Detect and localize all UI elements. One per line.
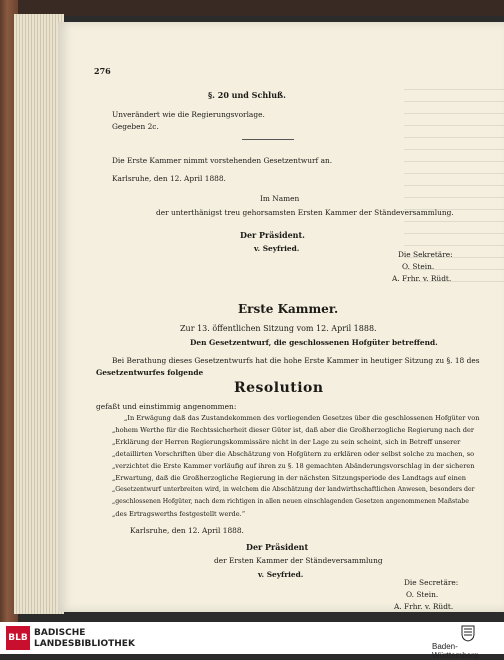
body-line: „verzichtet die Erste Kammer vorläufig auf ihren zu §. 18 gemachten Abänderungsvorschlag in der sicheren [112,462,475,470]
place-date: Karlsruhe, den 12. April 1888. [130,526,244,535]
unanimous-line: gefaßt und einstimmig angenommen: [96,402,237,411]
library-name: LANDESBIBLIOTHEK [34,639,135,649]
session-line: Zur 13. öffentlichen Sitzung vom 12. April 1888. [180,324,377,333]
secretary-name: O. Stein. [402,262,435,271]
chamber-heading: Erste Kammer. [238,302,339,316]
subject-line: Den Gesetzentwurf, die geschlossenen Hofgüter betreffend. [190,338,438,347]
resolution-heading: Resolution [234,380,324,396]
body-line: „Gesetzentwurf unterbreiten wird, in welchem die Abschätzung der landwirthschaftlichen Anwesen, besonders der [112,486,475,493]
unchanged-line: Unverändert wie die Regierungsvorlage. [112,110,265,119]
president-of-line: der Ersten Kammer der Ständeversammlung [214,556,383,565]
deliberation-line: Gesetzentwurfes folgende [96,368,204,377]
secretary-name: O. Stein. [406,590,439,599]
place-date: Karlsruhe, den 12. April 1888. [112,174,226,183]
president-title: Der Präsident. [240,230,305,240]
secretary-name: A. Frhr. v. Rüdt. [394,602,454,611]
document-page [58,22,504,612]
body-line: „des Ertragswerths festgestellt werde.“ [112,510,246,518]
body-line: „Erklärung der Herren Regierungskommissäre nicht in der Lage zu sein scheint, sich in Betreff unserer [112,438,461,446]
adopt-line: Die Erste Kammer nimmt vorstehenden Gesetzentwurf an. [112,156,333,165]
page-stack-edges [14,14,64,614]
obedient-line: der unterthänigst treu gehorsamsten Ersten Kammer der Ständeversammlung. [156,208,454,217]
secretaries-label: Die Sekretäre: [398,250,453,259]
president-name: v. Seyfried. [258,570,304,579]
president-title: Der Präsident [246,542,309,552]
body-line: „geschlossenen Hofgüter, nach dem richtigen in allen neuen einschlagenden Gesetzen angenommenen Maßstabe [112,498,469,505]
body-line: „detaillirten Vorschriften über die Abschätzung von Hofgütern zu erklären oder selbst solche zu machen, so [112,450,475,458]
in-name-line: Im Namen [260,194,300,203]
section-heading: §. 20 und Schluß. [208,90,286,100]
library-name: BADISCHE [34,628,86,638]
page-number: 276 [94,66,111,76]
deliberation-line: Bei Berathung dieses Gesetzentwurfs hat die hohe Erste Kammer in heutiger Sitzung zu §. 18 des [112,356,480,365]
secretaries-label: Die Secretäre: [404,578,459,587]
state-label: Baden-Württemberg [432,642,479,660]
divider [242,139,294,140]
blb-logo: BLB [6,626,30,650]
footer-bar [0,622,504,654]
secretary-name: A. Frhr. v. Rüdt. [392,274,452,283]
coat-of-arms-icon [460,624,476,642]
given-line: Gegeben 2c. [112,122,159,131]
body-line: „In Erwägung daß das Zustandekommen des vorliegenden Gesetzes über die geschlossenen Hofgüter von [124,414,480,422]
president-name: v. Seyfried. [254,244,300,253]
body-line: „Erwartung, daß die Großherzogliche Regierung in der nächsten Sitzungsperiode des Landtags auf einen [112,474,467,482]
scanner-top-strip [0,0,504,16]
body-line: „hohem Werthe für die Rechtssicherheit dieser Güter ist, daß aber die Großherzogliche Regierung nach der [112,426,475,434]
